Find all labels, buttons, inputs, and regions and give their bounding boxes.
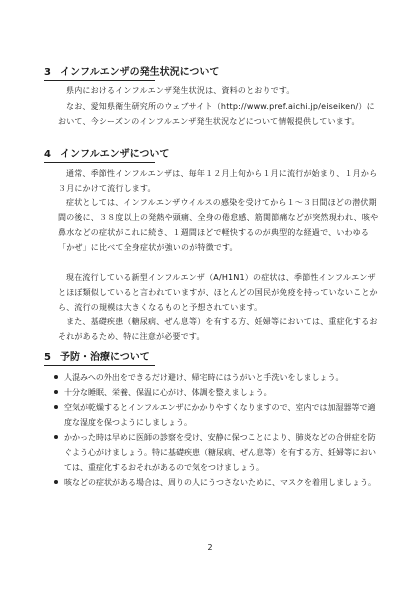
bullet-text: 咳などの症状がある場合は、周りの人にうつさないために、マスクを着用しましょう。 [64, 478, 376, 487]
section-3-title: インフルエンザの発生状況について [60, 67, 220, 78]
section-3-underline [44, 80, 155, 81]
section-5-number: 5 [44, 352, 51, 363]
section-4-heading [44, 148, 169, 161]
section-4-number: 4 [44, 149, 51, 160]
bullet-text: かかった時は早めに医師の診察を受け、安静に保つことにより、肺炎などの合併症を防ぐよう心がけましょう。特に基礎疾患（糖尿病、ぜん息等）を有する方、妊婦等においては、重症化するおそれがあるので気をつけましょう。 [64, 433, 376, 472]
bullet-text: 十分な睡眠、栄養、保温に心がけ、体調を整えましょう。 [64, 388, 272, 397]
section-4-title: インフルエンザについて [60, 149, 170, 160]
bullet-dot-icon [54, 480, 58, 484]
section-4-paragraph-4: また、基礎疾患（糖尿病、ぜん息等）を有する方、妊婦等においては、重症化するおそれがあるため、特に注意が必要です。 [58, 317, 378, 341]
section-4-paragraph-3: 現在流行している新型インフルエンザ（A/H1N1）の症状は、季節性インフルエンザとほぼ類似していると言われていますが、ほとんどの国民が免疫を持っていないことから、流行の規模は大きくなるものと予想されています。 [58, 273, 378, 312]
section-5-title: 予防・治療について [60, 352, 150, 363]
bullet-text: 空気が乾燥するとインフルエンザにかかりやすくなりますので、室内では加湿器等で適度な湿度を保つようにしましょう。 [64, 403, 376, 427]
section-3-paragraph-2: なお、愛知県衛生研究所のウェブサイト（http://www.pref.aichi.jp/eiseiken/）において、今シーズンのインフルエンザ発生状況などについて情報提供しています。 [58, 102, 375, 126]
section-5-heading [44, 351, 150, 364]
section-4-paragraph-1: 通常、季節性インフルエンザは、毎年１２月上旬から１月に流行が始まり、１月から３月にかけて流行します。 [58, 169, 378, 193]
section-5-underline [44, 365, 155, 366]
section-3-heading [44, 66, 219, 79]
section-3-number: 3 [44, 67, 51, 78]
bullet-dot-icon [54, 405, 58, 409]
section-4-paragraph-2: 症状としては、インフルエンザウイルスの感染を受けてから１～３日間ほどの潜伏期間の後に、３８度以上の発熱や頭痛、全身の倦怠感、筋関節痛などが突然現われ、咳や鼻水などの症状がこれに続き、１週間ほどで軽快するのが典型的な経過で、いわゆる「かぜ」に比べて全身症状が強いのが特徴です。 [58, 198, 379, 252]
section-4-underline [44, 162, 155, 163]
page-number: 2 [207, 543, 213, 552]
bullet-dot-icon [54, 390, 58, 394]
section-3-paragraph-1: 県内におけるインフルエンザ発生状況は、資料のとおりです。 [66, 86, 295, 95]
bullet-dot-icon [54, 435, 58, 439]
bullet-text: 人混みへの外出をできるだけ避け、帰宅時にはうがいと手洗いをしましょう。 [64, 373, 344, 382]
bullet-dot-icon [54, 375, 58, 379]
